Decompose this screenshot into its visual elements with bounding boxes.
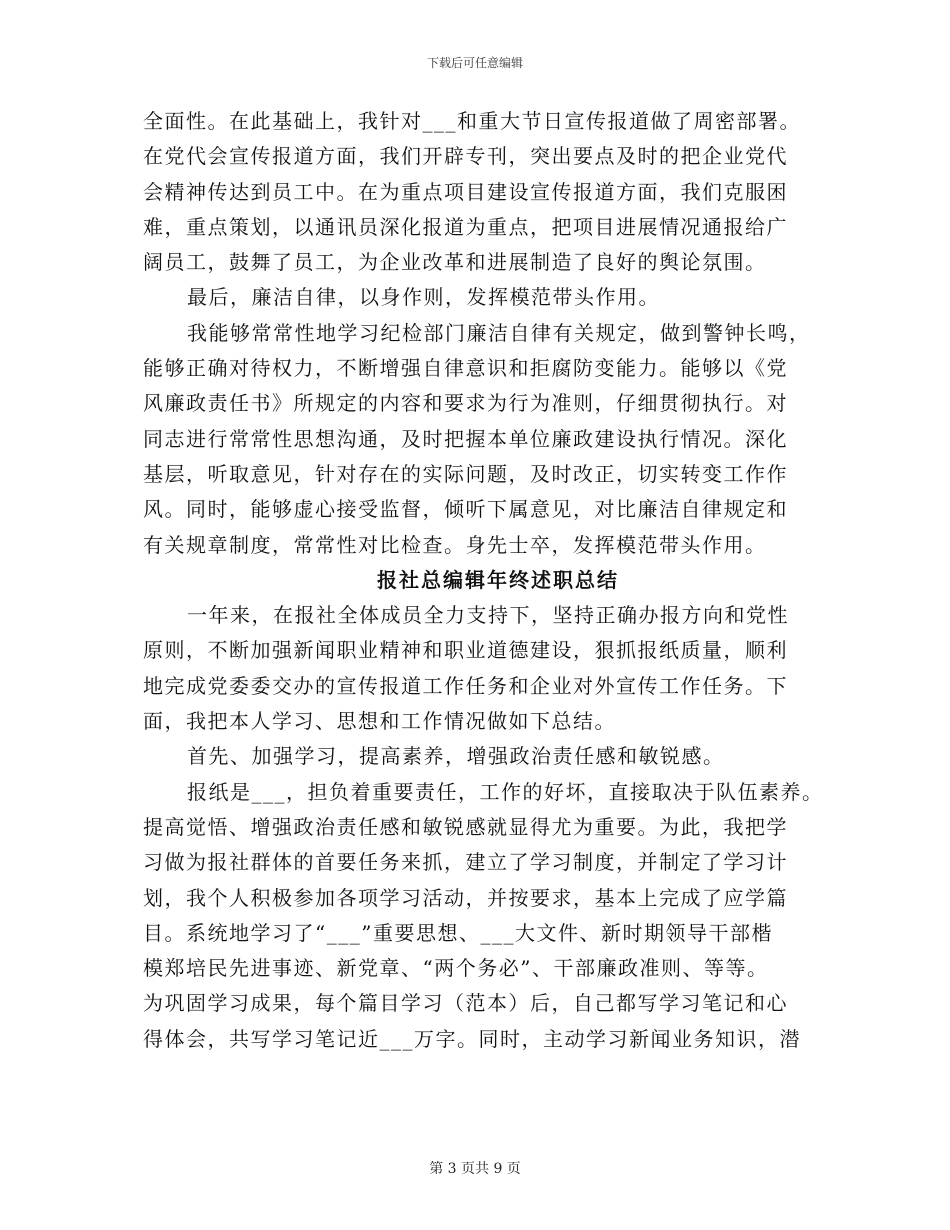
body-line: 原则，不断加强新闻职业精神和职业道德建设，狠抓报纸质量，顺利 <box>143 638 788 663</box>
body-line: 风。同时，能够虚心接受监督，倾听下属意见，对比廉洁自律规定和 <box>143 497 788 522</box>
body-line: 同志进行常常性思想沟通，及时把握本单位廉政建设执行情况。深化 <box>143 426 788 451</box>
body-line: 基层，听取意见，针对存在的实际问题，及时改正，切实转变工作作 <box>143 461 788 486</box>
body-line: 风廉政责任书》所规定的内容和要求为行为准则，仔细贯彻执行。对 <box>143 391 788 416</box>
body-line: 能够正确对待权力，不断增强自律意识和拒腐防变能力。能够以《党 <box>143 356 788 381</box>
body-line: 有关规章制度，常常性对比检查。身先士卒，发挥模范带头作用。 <box>143 532 767 557</box>
body-line: 全面性。在此基础上，我针对___和重大节日宣传报道做了周密部署。 <box>143 109 801 133</box>
body-line: 阔员工，鼓舞了员工，为企业改革和进展制造了良好的舆论氛围。 <box>143 250 767 275</box>
body-line: 会精神传达到员工中。在为重点项目建设宣传报道方面，我们克服困 <box>143 179 788 204</box>
body-line: 在党代会宣传报道方面，我们开辟专刊，突出要点及时的把企业党代 <box>143 144 788 169</box>
page-header: 下载后可任意编辑 <box>426 56 523 70</box>
body-line: 习做为报社群体的首要任务来抓，建立了学习制度，并制定了学习计 <box>143 850 788 875</box>
document-body <box>143 104 823 1057</box>
body-line: 难，重点策划，以通讯员深化报道为重点，把项目进展情况通报给广 <box>143 214 788 239</box>
body-line: 地完成党委委交办的宣传报道工作任务和企业对外宣传工作任务。下 <box>143 673 788 698</box>
body-line: 报纸是___，担负着重要责任，工作的好坏，直接取决于队伍素养。 <box>187 779 824 804</box>
body-line: 模郑培民先进事迹、新党章、“两个务必”、干部廉政准则、等等。 <box>143 956 769 981</box>
body-line: 为巩固学习成果，每个篇目学习（范本）后，自己都写学习笔记和心 <box>143 991 788 1016</box>
body-line: 目。系统地学习了“___”重要思想、___大文件、新时期领导干部楷 <box>143 920 773 945</box>
page-footer: 第 3 页共 9 页 <box>429 1161 521 1177</box>
body-line: 最后，廉洁自律，以身作则，发挥模范带头作用。 <box>187 285 660 310</box>
section-title: 报社总编辑年终述职总结 <box>377 567 619 592</box>
body-line: 得体会，共写学习笔记近___万字。同时，主动学习新闻业务知识，潜 <box>143 1026 801 1051</box>
body-line: 划，我个人积极参加各项学习活动，并按要求，基本上完成了应学篇 <box>143 885 788 910</box>
body-line: 我能够常常性地学习纪检部门廉洁自律有关规定，做到警钟长鸣， <box>187 320 811 345</box>
body-line: 首先、加强学习，提高素养，增强政治责任感和敏锐感。 <box>187 744 725 769</box>
body-line: 面，我把本人学习、思想和工作情况做如下总结。 <box>143 709 616 734</box>
body-line: 提高觉悟、增强政治责任感和敏锐感就显得尤为重要。为此，我把学 <box>143 814 788 839</box>
body-line: 一年来，在报社全体成员全力支持下，坚持正确办报方向和党性 <box>187 603 789 628</box>
